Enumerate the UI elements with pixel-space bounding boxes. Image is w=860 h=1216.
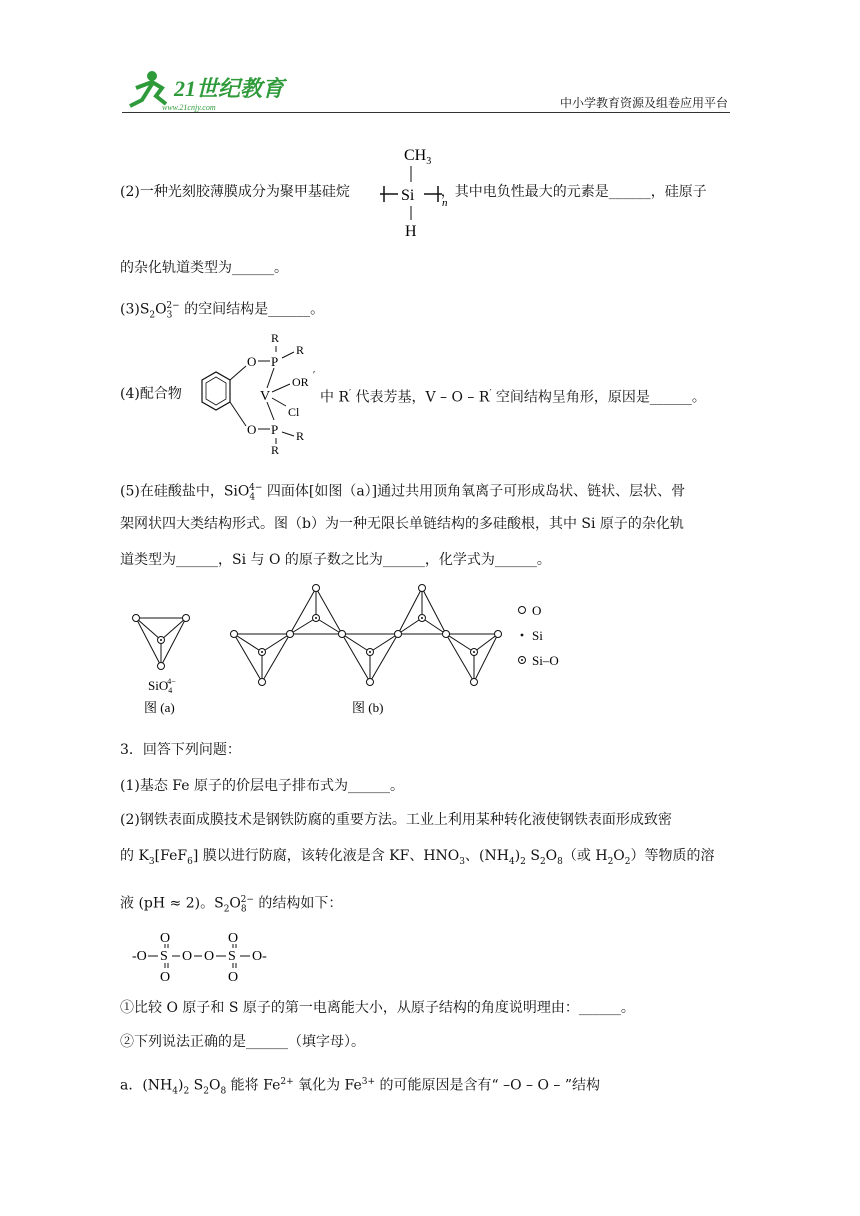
svg-text:O: O (247, 422, 257, 437)
q2-5-line1: (5)在硅酸盐中，SiO$_4^{4-}$ 四面体[如图（a）]通过共用顶角氧离子可形成岛状、链状、层状、骨 (120, 483, 686, 503)
figure-legend (514, 600, 594, 670)
q2-3-line: $(3)S_2O_3^{2-}$ 的空间结构是______。 (120, 301, 325, 321)
figure-a-tetrahedron (126, 600, 196, 720)
q2-5-line2: 架网状四大类结构形式。图（b）为一种无限长单链结构的多硅酸根，其中 Si 原子的杂化轨 (120, 516, 684, 532)
svg-text:R: R (296, 429, 305, 443)
struct-ch3: $CH_3$ (404, 147, 432, 167)
svg-text:Cl: Cl (288, 405, 300, 419)
fig-a-label: SiO$_4$4− (148, 677, 176, 695)
q2-2-post: ，其中电负性最大的元素是______，硅原子 (440, 184, 707, 200)
q2-2-pre: (2)一种光刻胶薄膜成分为聚甲基硅烷 (120, 184, 350, 200)
legend-si-o: Si–O (532, 653, 559, 668)
q2-5-line3: 道类型为______，Si 与 O 的原子数之比为______，化学式为______。 (120, 552, 551, 568)
fig-a-caption: 图 (a) (144, 700, 175, 715)
platform-name: 中小学教育资源及组卷应用平台 (559, 96, 728, 110)
svg-text:S: S (160, 949, 168, 964)
q3-p2-line2: 的 $K_3[FeF_6]$ 膜以进行防腐，该转化液是含 KF、$HNO_3$、$(NH_4)_2$ $S_2O_8$（或 $H_2O_2$）等物质的溶 (120, 848, 715, 867)
svg-text:′: ′ (313, 370, 316, 381)
svg-text:S: S (228, 949, 236, 964)
legend-si: Si (532, 628, 543, 643)
logo-text: 21世纪教育 (174, 76, 285, 101)
q3-p1: (1)基态 Fe 原子的价层电子排布式为______。 (120, 778, 404, 794)
struct-h: H (405, 223, 417, 238)
figure-b-chain (226, 580, 506, 720)
svg-text:OR: OR (292, 375, 309, 389)
fig-b-caption: 图 (b) (352, 700, 384, 715)
svg-text:R: R (271, 443, 280, 457)
q3-option-a: a．$(NH_4)_2$ $S_2O_8$ 能将 $Fe^{2+}$ 氧化为 $Fe^{3+}$ 的可能原因是含有“ –O – O – ”结构 (120, 1077, 601, 1097)
struct-n: n (442, 197, 448, 209)
svg-text:O: O (228, 931, 239, 946)
q3-title: 3．回答下列问题： (120, 742, 241, 758)
q2-4-post: 中 R′ 代表芳基，V – O – R′ 空间结构呈角形，原因是______。 (320, 389, 706, 406)
svg-text:-O: -O (132, 949, 147, 964)
q3-p2-line1: (2)钢铁表面成膜技术是钢铁防腐的重要方法。工业上利用某种转化液使钢铁表面形成致密 (120, 812, 672, 828)
svg-text:R: R (271, 331, 280, 345)
logo-url: www.21cnjy.com (162, 103, 216, 112)
legend-o: O (532, 603, 542, 618)
peroxodisulfate-structure (128, 926, 288, 986)
svg-text:O: O (160, 931, 171, 946)
q2-2-line2: 的杂化轨道类型为______。 (120, 260, 288, 276)
svg-text:O: O (228, 970, 239, 985)
svg-text:P: P (271, 422, 279, 437)
q3-sub2: ②下列说法正确的是______（填字母）。 (120, 1034, 365, 1050)
header-rule (122, 112, 730, 113)
svg-text:R: R (296, 343, 305, 357)
vanadium-complex-structure (190, 326, 320, 458)
svg-text:O-: O- (252, 949, 267, 964)
q2-4-pre: (4)配合物 (120, 386, 182, 402)
q3-sub1: ①比较 O 原子和 S 原子的第一电离能大小，从原子结构的角度说明理由：______。 (120, 1000, 635, 1016)
struct-si: Si (401, 187, 415, 204)
svg-text:O: O (247, 354, 257, 369)
logo-graphic (122, 66, 292, 114)
polymethylsilane-structure (376, 142, 466, 238)
q3-p2-line3: 液 (pH ≈ 2)。$S_2O_8^{2-}$ 的结构如下： (120, 895, 343, 915)
svg-text:P: P (271, 354, 279, 369)
svg-text:V: V (260, 389, 271, 404)
svg-text:O: O (204, 949, 215, 964)
svg-text:O: O (160, 970, 171, 985)
svg-text:O: O (182, 949, 193, 964)
logo (122, 66, 292, 114)
